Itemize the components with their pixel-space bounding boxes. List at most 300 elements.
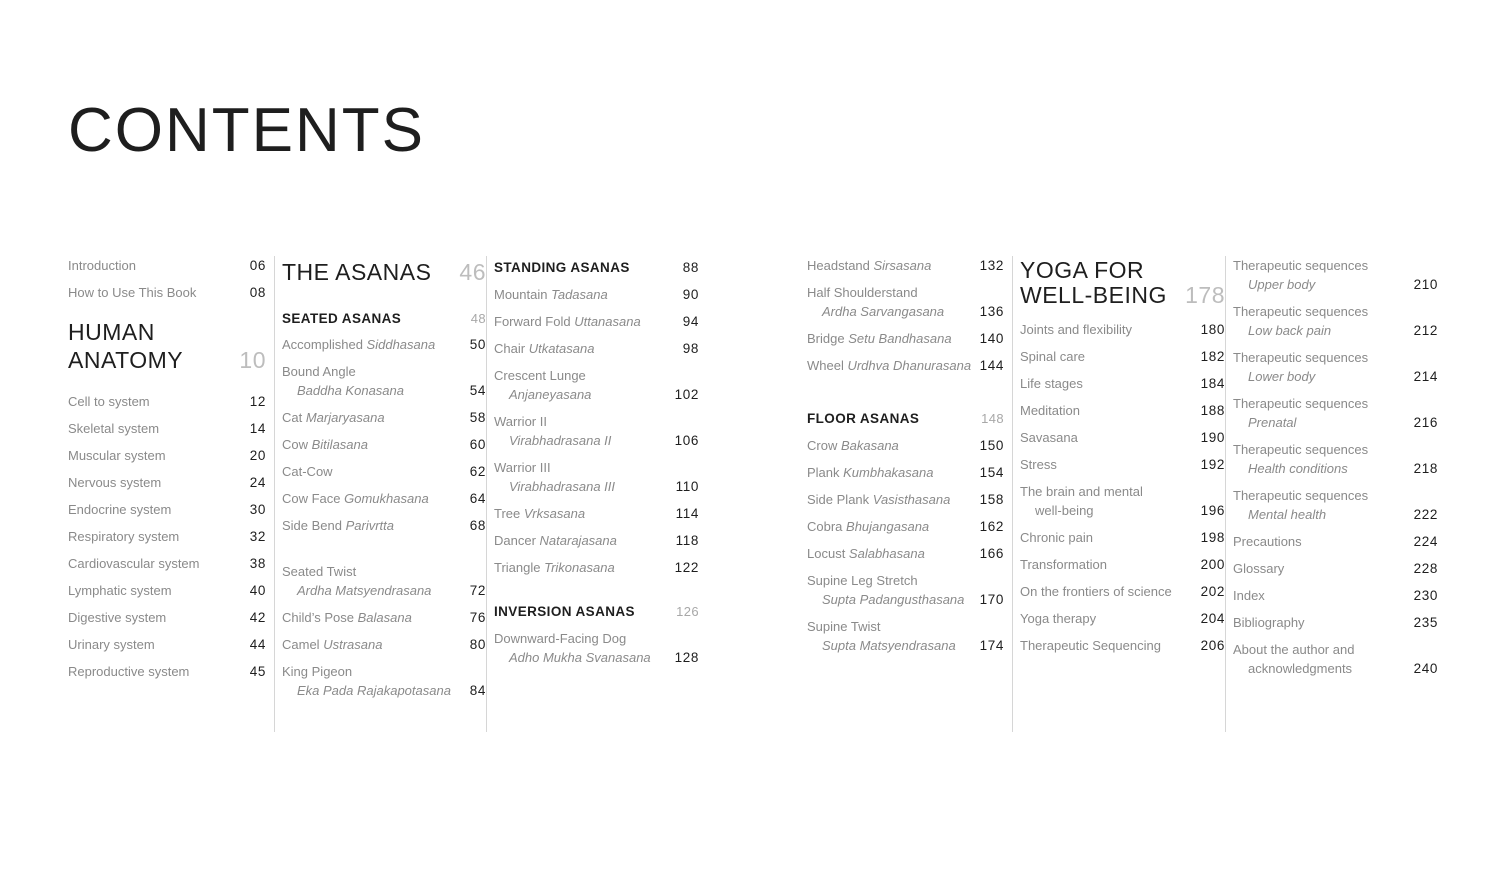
toc-entry-bibliography[interactable] xyxy=(1233,613,1438,632)
toc-entry-title xyxy=(282,335,486,354)
toc-entry-title xyxy=(494,504,699,523)
toc-entry-sanskrit-name: Bakasana xyxy=(840,438,899,453)
toc-entry-title xyxy=(494,558,699,577)
toc-entry-title xyxy=(1233,486,1438,505)
toc-entry-sanskrit-name: Bitilasana xyxy=(311,437,368,452)
toc-entry-page-number: 190 xyxy=(1200,430,1225,445)
toc-entry-english-name: Life stages xyxy=(1020,376,1083,391)
toc-entry-sanskrit-name: Adho Mukha Svanasana xyxy=(509,650,651,665)
toc-entry-title xyxy=(807,490,1004,509)
toc-entry-title: Muscular system xyxy=(68,448,166,463)
toc-entry-english-name: Supine Twist xyxy=(807,619,881,634)
toc-entry-page-number: 98 xyxy=(682,341,699,356)
toc-entry-sanskrit-name: Ardha Sarvangasana xyxy=(822,304,945,319)
toc-entry-sanskrit-name: Lower body xyxy=(1248,369,1316,384)
toc-entry-title: Digestive system xyxy=(68,610,167,625)
toc-entry-english-name: Side Plank xyxy=(807,492,873,507)
toc-entry-english-name: Headstand xyxy=(807,258,874,273)
toc-entry-page-number: 50 xyxy=(469,337,486,352)
toc-entry-english-name: Locust xyxy=(807,546,849,561)
toc-entry-sanskrit-name: Baddha Konasana xyxy=(297,383,404,398)
toc-entry-page-number: 06 xyxy=(249,258,266,273)
toc-entry-warrior-ii[interactable] xyxy=(494,412,699,450)
toc-entry-precautions[interactable] xyxy=(1233,532,1438,551)
toc-entry-page-number: 158 xyxy=(979,492,1004,507)
toc-entry-page-number: 224 xyxy=(1413,534,1438,549)
toc-entry-title xyxy=(494,629,699,648)
toc-entry-supine-leg-stretch[interactable] xyxy=(807,571,1004,609)
toc-entry-triangle[interactable] xyxy=(494,558,699,577)
toc-entry-english-name: Camel xyxy=(282,637,324,652)
toc-entry-respiratory-system[interactable] xyxy=(68,527,266,546)
toc-entry-english-name: Yoga therapy xyxy=(1020,611,1097,626)
toc-entry-english-name: King Pigeon xyxy=(282,664,353,679)
toc-entry-english-name: Transformation xyxy=(1020,557,1107,572)
toc-entry-page-number: 204 xyxy=(1200,611,1225,626)
toc-entry-english-name: Child’s Pose xyxy=(282,610,358,625)
toc-entry-page-number: 184 xyxy=(1200,376,1225,391)
toc-entry-title xyxy=(807,463,1004,482)
toc-entry-page-number: 162 xyxy=(979,519,1004,534)
toc-entry-title xyxy=(282,662,486,681)
toc-entry-title xyxy=(1020,482,1225,501)
toc-entry-half-shoulderstand[interactable] xyxy=(807,283,1004,321)
subsection-heading-seated-asanas[interactable] xyxy=(282,309,486,328)
toc-entry-title-continued: acknowledgments xyxy=(1248,661,1353,676)
toc-entry-sanskrit-name: Trikonasana xyxy=(544,560,615,575)
subsection-heading-floor-asanas[interactable] xyxy=(807,409,1004,428)
toc-entry-title xyxy=(807,283,1004,302)
toc-entry-page-number: 235 xyxy=(1413,615,1438,630)
toc-entry-english-name: Index xyxy=(1233,588,1265,603)
toc-entry-page-number: 170 xyxy=(979,592,1004,607)
toc-entry-page-number: 202 xyxy=(1200,584,1225,599)
toc-entry-warrior-iii[interactable] xyxy=(494,458,699,496)
toc-entry-life-stages[interactable] xyxy=(1020,374,1225,393)
subsection-page-number: 148 xyxy=(981,411,1004,426)
toc-entry-page-number: 30 xyxy=(249,502,266,517)
toc-entry-title: Endocrine system xyxy=(68,502,172,517)
toc-entry-page-number: 154 xyxy=(979,465,1004,480)
toc-entry-muscular-system[interactable] xyxy=(68,446,266,465)
toc-entry-page-number: 32 xyxy=(249,529,266,544)
toc-entry-sanskrit-name: Ardha Matsyendrasana xyxy=(297,583,432,598)
toc-entry-mountain[interactable] xyxy=(494,285,699,304)
toc-entry-cell-to-system[interactable] xyxy=(68,392,266,411)
toc-entry-title xyxy=(807,356,1004,375)
toc-entry-skeletal-system[interactable] xyxy=(68,419,266,438)
toc-entry-introduction[interactable] xyxy=(68,256,266,275)
toc-entry-english-name: Stress xyxy=(1020,457,1057,472)
toc-entry-cardiovascular-system[interactable] xyxy=(68,554,266,573)
toc-entry-title xyxy=(282,516,486,535)
toc-entry-english-name: Bridge xyxy=(807,331,849,346)
toc-entry-title xyxy=(1020,555,1225,574)
toc-entry-therapeutic-sequences[interactable] xyxy=(1233,348,1438,386)
toc-entry-sanskrit-name: Vrksasana xyxy=(523,506,586,521)
toc-entry-title xyxy=(1020,609,1225,628)
toc-entry-english-name: Downward-Facing Dog xyxy=(494,631,627,646)
section-title-line1: YOGA FOR xyxy=(1020,257,1145,283)
toc-entry-page-number: 102 xyxy=(674,387,699,402)
toc-entry-title: Introduction xyxy=(68,258,136,273)
section-page-number: 10 xyxy=(239,347,266,373)
toc-entry-title: Reproductive system xyxy=(68,664,190,679)
toc-column-therapeutic-and-back-matter xyxy=(1225,256,1438,732)
toc-entry-page-number: 240 xyxy=(1413,661,1438,676)
subsection-page-number: 88 xyxy=(682,260,699,275)
toc-entry-accomplished[interactable] xyxy=(282,335,486,354)
section-title-line1: HUMAN xyxy=(68,319,155,345)
toc-entry-title xyxy=(807,256,1004,275)
toc-entry-english-name: Bibliography xyxy=(1233,615,1305,630)
section-heading-yoga-for-well-being[interactable] xyxy=(1020,258,1225,308)
toc-entry-english-name: Glossary xyxy=(1233,561,1285,576)
toc-entry-title xyxy=(1233,532,1438,551)
toc-entry-downward-facing-dog[interactable] xyxy=(494,629,699,667)
toc-entry-therapeutic-sequences[interactable] xyxy=(1233,302,1438,340)
toc-entry-title xyxy=(807,329,1004,348)
toc-entry-english-name: About the author and xyxy=(1233,642,1355,657)
toc-entry-english-name: Precautions xyxy=(1233,534,1302,549)
toc-entry-page-number: 188 xyxy=(1200,403,1225,418)
toc-entry-spinal-care[interactable] xyxy=(1020,347,1225,366)
toc-entry-sanskrit-name: Vasisthasana xyxy=(872,492,951,507)
toc-entry-the-brain-and-mental[interactable] xyxy=(1020,482,1225,520)
toc-entry-page-number: 94 xyxy=(682,314,699,329)
toc-entry-title xyxy=(1233,586,1438,605)
toc-entry-title xyxy=(494,366,699,385)
toc-entry-dancer[interactable] xyxy=(494,531,699,550)
subsection-title: INVERSION ASANAS xyxy=(494,604,635,619)
toc-entry-title-continued: well-being xyxy=(1035,503,1094,518)
toc-entry-english-name: Cow Face xyxy=(282,491,345,506)
toc-entry-seated-twist[interactable] xyxy=(282,562,486,600)
toc-entry-title xyxy=(1020,428,1225,447)
toc-entry-sanskrit-name: Kumbhakasana xyxy=(843,465,934,480)
toc-entry-tree[interactable] xyxy=(494,504,699,523)
toc-entry-english-name: Therapeutic sequences xyxy=(1233,396,1369,411)
toc-entry-page-number: 122 xyxy=(674,560,699,575)
toc-entry-chronic-pain[interactable] xyxy=(1020,528,1225,547)
toc-entry-nervous-system[interactable] xyxy=(68,473,266,492)
toc-entry-title xyxy=(1233,640,1438,659)
toc-entry-savasana[interactable] xyxy=(1020,428,1225,447)
toc-entry-title xyxy=(807,571,1004,590)
section-page-number: 178 xyxy=(1185,282,1225,308)
toc-entry-therapeutic-sequences[interactable] xyxy=(1233,486,1438,524)
toc-entry-english-name: Seated Twist xyxy=(282,564,357,579)
toc-entry-glossary[interactable] xyxy=(1233,559,1438,578)
section-page-number: 46 xyxy=(459,259,486,285)
toc-entry-page-number: 76 xyxy=(469,610,486,625)
toc-entry-english-name: Mountain xyxy=(494,287,552,302)
toc-entry-sanskrit-name: Health conditions xyxy=(1248,461,1348,476)
toc-entry-title xyxy=(282,462,486,481)
toc-entry-sanskrit-name: Gomukhasana xyxy=(344,491,429,506)
toc-entry-page-number: 206 xyxy=(1200,638,1225,653)
page-title: CONTENTS xyxy=(68,96,425,165)
toc-entry-page-number: 230 xyxy=(1413,588,1438,603)
toc-entry-stress[interactable] xyxy=(1020,455,1225,474)
toc-entry-sanskrit-name: Urdhva Dhanurasana xyxy=(847,358,972,373)
toc-entry-therapeutic-sequencing[interactable] xyxy=(1020,636,1225,655)
toc-entry-english-name: Tree xyxy=(494,506,524,521)
toc-entry-english-name: Wheel xyxy=(807,358,848,373)
subsection-heading-standing-asanas[interactable] xyxy=(494,258,699,277)
toc-entry-english-name: On the frontiers of science xyxy=(1020,584,1172,599)
toc-entry-page-number: 140 xyxy=(979,331,1004,346)
toc-entry-title: Cardiovascular system xyxy=(68,556,200,571)
toc-entry-page-number: 200 xyxy=(1200,557,1225,572)
toc-entry-sanskrit-name: Setu Bandhasana xyxy=(848,331,952,346)
toc-entry-side-plank[interactable] xyxy=(807,490,1004,509)
toc-entry-page-number: 150 xyxy=(979,438,1004,453)
toc-entry-sanskrit-name: Natarajasana xyxy=(539,533,617,548)
toc-entry-page-number: 40 xyxy=(249,583,266,598)
toc-entry-meditation[interactable] xyxy=(1020,401,1225,420)
toc-entry-title: Skeletal system xyxy=(68,421,160,436)
toc-entry-english-name: Forward Fold xyxy=(494,314,575,329)
toc-column-yoga-for-well-being xyxy=(1012,256,1225,732)
toc-entry-page-number: 42 xyxy=(249,610,266,625)
toc-entry-cat-cow[interactable] xyxy=(282,462,486,481)
toc-entry-english-name: Bound Angle xyxy=(282,364,356,379)
toc-entry-sanskrit-name: Virabhadrasana III xyxy=(509,479,615,494)
toc-entry-reproductive-system[interactable] xyxy=(68,662,266,681)
toc-entry-sanskrit-name: Uttanasana xyxy=(574,314,641,329)
toc-entry-english-name: Warrior III xyxy=(494,460,551,475)
toc-entry-page-number: 228 xyxy=(1413,561,1438,576)
toc-entry-digestive-system[interactable] xyxy=(68,608,266,627)
toc-entry-title xyxy=(1020,401,1225,420)
toc-entry-sanskrit-name: Anjaneyasana xyxy=(509,387,592,402)
toc-entry-english-name: Triangle xyxy=(494,560,545,575)
toc-column-front-matter xyxy=(68,256,266,681)
toc-entry-cat[interactable] xyxy=(282,408,486,427)
toc-entry-sanskrit-name: Salabhasana xyxy=(848,546,925,561)
toc-entry-sanskrit-name: Upper body xyxy=(1248,277,1316,292)
toc-entry-page-number: 44 xyxy=(249,637,266,652)
toc-entry-page-number: 144 xyxy=(979,358,1004,373)
toc-entry-child-s-pose[interactable] xyxy=(282,608,486,627)
toc-entry-english-name: Therapeutic Sequencing xyxy=(1020,638,1161,653)
toc-entry-title xyxy=(1020,455,1225,474)
toc-entry-page-number: 14 xyxy=(249,421,266,436)
toc-entry-title xyxy=(282,608,486,627)
toc-entry-title: Nervous system xyxy=(68,475,162,490)
toc-entry-sanskrit-name: Supta Padangusthasana xyxy=(822,592,965,607)
toc-entry-page-number: 132 xyxy=(979,258,1004,273)
toc-entry-crescent-lunge[interactable] xyxy=(494,366,699,404)
toc-entry-english-name: Crescent Lunge xyxy=(494,368,586,383)
toc-entry-about-the-author-and[interactable] xyxy=(1233,640,1438,678)
toc-entry-page-number: 192 xyxy=(1200,457,1225,472)
toc-entry-sanskrit-name: Parivrtta xyxy=(345,518,395,533)
toc-entry-sanskrit-name: Siddhasana xyxy=(366,337,436,352)
toc-entry-english-name: Cow xyxy=(282,437,312,452)
toc-entry-title xyxy=(1233,394,1438,413)
toc-entry-sanskrit-name: Virabhadrasana II xyxy=(509,433,612,448)
section-heading-human-anatomy[interactable] xyxy=(68,318,266,374)
toc-entry-title xyxy=(1020,320,1225,339)
toc-entry-page-number: 180 xyxy=(1200,322,1225,337)
toc-entry-page-number: 118 xyxy=(675,533,699,548)
toc-entry-title xyxy=(1020,582,1225,601)
toc-entry-page-number: 24 xyxy=(249,475,266,490)
toc-entry-headstand[interactable] xyxy=(807,256,1004,275)
toc-entry-english-name: Chair xyxy=(494,341,529,356)
toc-entry-title xyxy=(494,531,699,550)
toc-entry-english-name: Meditation xyxy=(1020,403,1080,418)
toc-entry-sanskrit-name: Tadasana xyxy=(551,287,608,302)
toc-entry-sanskrit-name: Bhujangasana xyxy=(846,519,930,534)
toc-entry-english-name: Savasana xyxy=(1020,430,1078,445)
toc-entry-english-name: Therapeutic sequences xyxy=(1233,442,1369,457)
toc-entry-page-number: 38 xyxy=(249,556,266,571)
toc-entry-page-number: 198 xyxy=(1200,530,1225,545)
toc-entry-title xyxy=(282,408,486,427)
toc-entry-title xyxy=(807,517,1004,536)
toc-entry-transformation[interactable] xyxy=(1020,555,1225,574)
toc-entry-therapeutic-sequences[interactable] xyxy=(1233,256,1438,294)
toc-entry-title: Cell to system xyxy=(68,394,150,409)
toc-entry-english-name: Therapeutic sequences xyxy=(1233,304,1369,319)
section-heading-the-asanas[interactable] xyxy=(282,258,486,286)
toc-entry-joints-and-flexibility[interactable] xyxy=(1020,320,1225,339)
toc-entry-bridge[interactable] xyxy=(807,329,1004,348)
toc-entry-english-name: Cobra xyxy=(807,519,847,534)
toc-entry-title xyxy=(1233,256,1438,275)
toc-entry-english-name: Therapeutic sequences xyxy=(1233,488,1369,503)
toc-entry-yoga-therapy[interactable] xyxy=(1020,609,1225,628)
toc-entry-locust[interactable] xyxy=(807,544,1004,563)
toc-entry-page-number: 136 xyxy=(979,304,1004,319)
subsection-title: STANDING ASANAS xyxy=(494,260,630,275)
toc-entry-cow[interactable] xyxy=(282,435,486,454)
toc-entry-chair[interactable] xyxy=(494,339,699,358)
toc-entry-sanskrit-name: Utkatasana xyxy=(528,341,595,356)
toc-entry-page-number: 174 xyxy=(979,638,1004,653)
toc-entry-title xyxy=(1020,528,1225,547)
toc-entry-page-number: 196 xyxy=(1200,503,1225,518)
subsection-page-number: 48 xyxy=(470,311,486,326)
toc-entry-title xyxy=(494,412,699,431)
toc-entry-page-number: 166 xyxy=(979,546,1004,561)
toc-entry-page-number: 54 xyxy=(469,383,486,398)
toc-entry-page-number: 106 xyxy=(674,433,699,448)
toc-entry-page-number: 212 xyxy=(1413,323,1438,338)
toc-entry-camel[interactable] xyxy=(282,635,486,654)
toc-entry-sanskrit-name: Mental health xyxy=(1248,507,1327,522)
toc-column-seated-asanas xyxy=(274,256,486,732)
toc-entry-title xyxy=(282,362,486,381)
toc-entry-title xyxy=(282,562,486,581)
toc-entry-sanskrit-name: Low back pain xyxy=(1248,323,1332,338)
toc-entry-title xyxy=(282,635,486,654)
toc-entry-urinary-system[interactable] xyxy=(68,635,266,654)
toc-entry-how-to-use-this-book[interactable] xyxy=(68,283,266,302)
toc-entry-page-number: 182 xyxy=(1200,349,1225,364)
toc-entry-forward-fold[interactable] xyxy=(494,312,699,331)
toc-entry-sanskrit-name: Sirsasana xyxy=(873,258,932,273)
toc-entry-title xyxy=(494,285,699,304)
toc-entry-therapeutic-sequences[interactable] xyxy=(1233,440,1438,478)
toc-entry-english-name: Joints and flexibility xyxy=(1020,322,1132,337)
toc-entry-title: Respiratory system xyxy=(68,529,180,544)
toc-entry-page-number: 68 xyxy=(469,518,486,533)
toc-entry-index[interactable] xyxy=(1233,586,1438,605)
toc-entry-page-number: 80 xyxy=(469,637,486,652)
toc-entry-page-number: 58 xyxy=(469,410,486,425)
toc-entry-on-the-frontiers-of-science[interactable] xyxy=(1020,582,1225,601)
toc-entry-side-bend[interactable] xyxy=(282,516,486,535)
toc-entry-page-number: 110 xyxy=(675,479,699,494)
toc-entry-english-name: Crow xyxy=(807,438,841,453)
toc-entry-title xyxy=(1233,348,1438,367)
toc-entry-title xyxy=(494,312,699,331)
toc-entry-plank[interactable] xyxy=(807,463,1004,482)
toc-entry-page-number: 218 xyxy=(1413,461,1438,476)
toc-entry-title: Urinary system xyxy=(68,637,155,652)
toc-entry-supine-twist[interactable] xyxy=(807,617,1004,655)
subsection-heading-inversion-asanas[interactable] xyxy=(494,602,699,621)
section-title-line2: WELL-BEING xyxy=(1020,282,1167,308)
toc-entry-english-name: Side Bend xyxy=(282,518,346,533)
toc-entry-title xyxy=(1233,440,1438,459)
toc-entry-english-name: Accomplished xyxy=(282,337,367,352)
toc-entry-title xyxy=(1233,559,1438,578)
section-title: THE ASANAS xyxy=(282,259,432,285)
subsection-title: SEATED ASANAS xyxy=(282,311,402,326)
toc-entry-title: Lymphatic system xyxy=(68,583,172,598)
toc-entry-bound-angle[interactable] xyxy=(282,362,486,400)
toc-entry-title xyxy=(1020,636,1225,655)
toc-entry-page-number: 114 xyxy=(675,506,699,521)
subsection-title: FLOOR ASANAS xyxy=(807,411,920,426)
toc-entry-english-name: Cat xyxy=(282,410,306,425)
toc-entry-cow-face[interactable] xyxy=(282,489,486,508)
toc-entry-page-number: 222 xyxy=(1413,507,1438,522)
toc-entry-endocrine-system[interactable] xyxy=(68,500,266,519)
toc-entry-therapeutic-sequences[interactable] xyxy=(1233,394,1438,432)
toc-entry-page-number: 60 xyxy=(469,437,486,452)
toc-entry-title xyxy=(807,617,1004,636)
toc-entry-wheel[interactable] xyxy=(807,356,1004,375)
toc-entry-page-number: 90 xyxy=(682,287,699,302)
toc-entry-cobra[interactable] xyxy=(807,517,1004,536)
toc-entry-title xyxy=(807,436,1004,455)
toc-entry-crow[interactable] xyxy=(807,436,1004,455)
toc-entry-english-name: The brain and mental xyxy=(1020,484,1143,499)
toc-entry-english-name: Spinal care xyxy=(1020,349,1086,364)
toc-entry-page-number: 12 xyxy=(249,394,266,409)
toc-entry-title xyxy=(1020,374,1225,393)
toc-entry-page-number: 20 xyxy=(249,448,266,463)
toc-entry-page-number: 210 xyxy=(1413,277,1438,292)
toc-entry-english-name: Supine Leg Stretch xyxy=(807,573,918,588)
toc-entry-lymphatic-system[interactable] xyxy=(68,581,266,600)
toc-entry-title xyxy=(807,544,1004,563)
toc-entry-sanskrit-name: Prenatal xyxy=(1248,415,1297,430)
toc-entry-english-name: Cat-Cow xyxy=(282,464,333,479)
toc-entry-title xyxy=(1233,302,1438,321)
toc-entry-title xyxy=(1020,347,1225,366)
toc-entry-sanskrit-name: Marjaryasana xyxy=(305,410,385,425)
toc-entry-king-pigeon[interactable] xyxy=(282,662,486,700)
toc-entry-page-number: 72 xyxy=(469,583,486,598)
section-title-line2: ANATOMY xyxy=(68,347,184,373)
